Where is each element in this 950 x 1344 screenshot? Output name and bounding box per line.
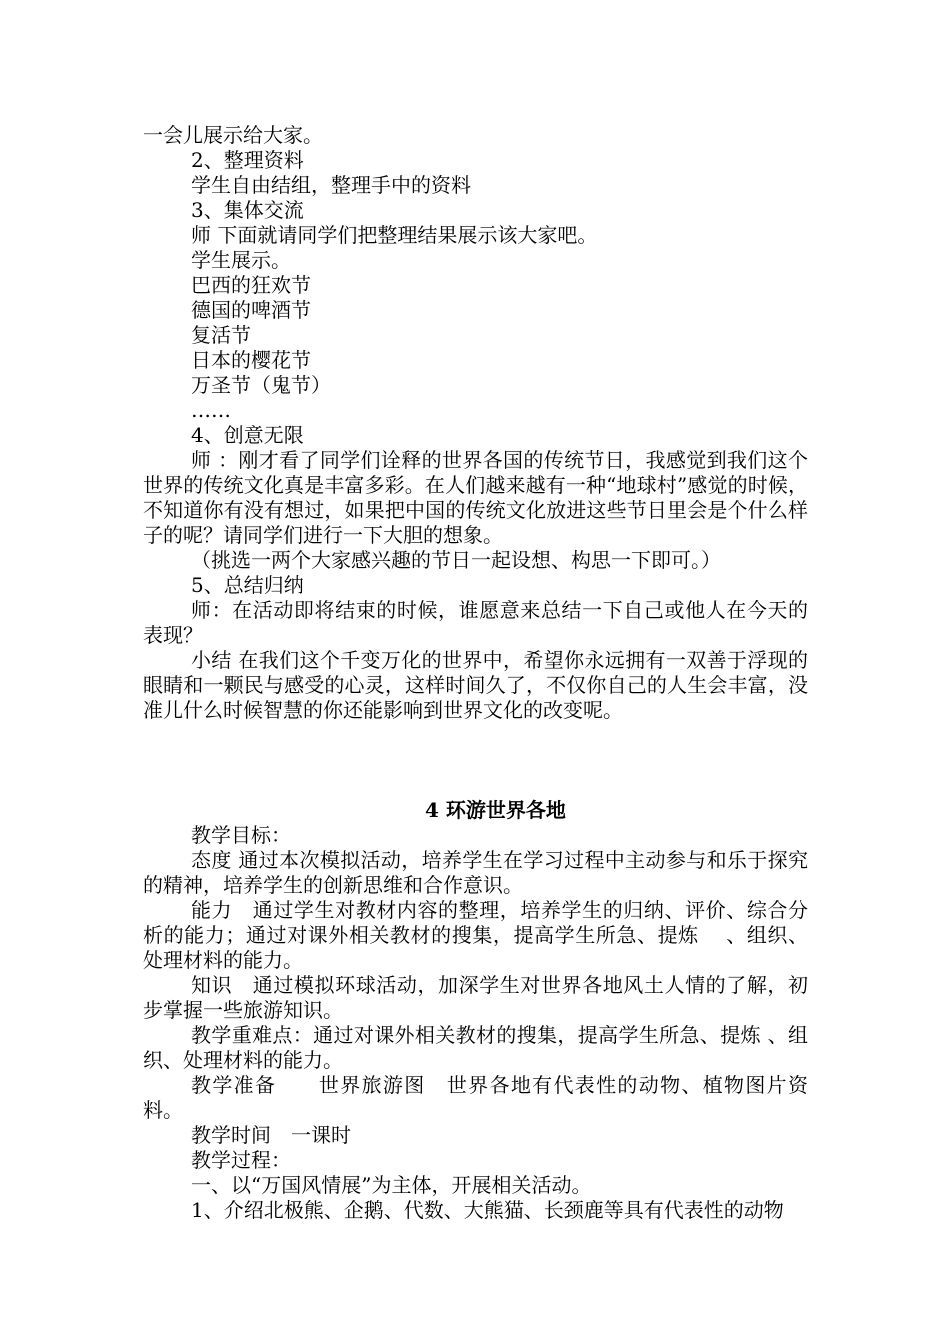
paragraph: 态度 通过本次模拟活动，培养学生在学习过程中主动参与和乐于探究的精神，培养学生的创新思维和合作意识。 [143, 848, 808, 897]
document-body [143, 123, 808, 1223]
paragraph: 知识 通过模拟环球活动，加深学生对世界各地风土人情的了解，初步掌握一些旅游知识。 [143, 973, 808, 1022]
paragraph: 师 ：刚才看了同学们诠释的世界各国的传统节日，我感觉到我们这个世界的传统文化真是丰富多彩。在人们越来越有一种“地球村”感觉的时候，不知道你有没有想过，如果把中国的传统文化放进这些节日里会是个什么样子的呢？请同学们进行一下大胆的想象。 [143, 448, 808, 547]
paragraph: 师 下面就请同学们把整理结果展示该大家吧。 [191, 223, 598, 247]
paragraph: 教学过程： [191, 1148, 291, 1172]
list-item: 复活节 [191, 323, 251, 347]
paragraph: 教学时间 一课时 [191, 1123, 351, 1147]
paragraph: 学生自由结组，整理手中的资料 [191, 173, 471, 197]
section-world-tour [143, 798, 808, 1223]
paragraph: 小结 在我们这个千变万化的世界中，希望你永远拥有一双善于浮现的眼睛和一颗民与感受的心灵，这样时间久了，不仅你自己的人生会丰富，没准儿什么时候智慧的你还能影响到世界文化的改变呢。 [143, 648, 808, 722]
paragraph: 能力 通过学生对教材内容的整理，培养学生的归纳、评价、综合分析的能力；通过对课外相关教材的搜集，提高学生所急、提炼 、组织、处理材料的能力。 [143, 898, 808, 972]
section-gap [143, 723, 808, 798]
paragraph: 4、创意无限 [191, 423, 304, 447]
list-item: 日本的樱花节 [191, 348, 311, 372]
paragraph: 学生展示。 [191, 248, 291, 272]
list-item: 万圣节（鬼节） [191, 373, 331, 397]
paragraph: 一、以“万国风情展”为主体，开展相关活动。 [191, 1173, 592, 1197]
paragraph: （挑选一两个大家感兴趣的节日一起设想、构思一下即可。） [191, 548, 721, 572]
paragraph: 一会儿展示给大家。 [143, 123, 323, 147]
paragraph: 1、介绍北极熊、企鹅、代数、大熊猫、长颈鹿等具有代表性的动物 [191, 1198, 784, 1222]
paragraph: 师：在活动即将结束的时候，谁愿意来总结一下自己或他人在今天的表现？ [143, 598, 808, 647]
list-item: 巴西的狂欢节 [191, 273, 311, 297]
paragraph: 5、总结归纳 [191, 573, 304, 597]
paragraph: 2、整理资料 [191, 148, 304, 172]
paragraph: 3、集体交流 [191, 198, 304, 222]
paragraph: 教学目标： [191, 823, 291, 847]
paragraph: 教学准备 世界旅游图 世界各地有代表性的动物、植物图片资料。 [143, 1073, 808, 1122]
section-title: 4 环游世界各地 [425, 798, 566, 822]
list-item: 德国的啤酒节 [191, 298, 311, 322]
section-festivals [143, 123, 808, 723]
paragraph: 教学重难点：通过对课外相关教材的搜集，提高学生所急、提炼 、组织、处理材料的能力。 [143, 1023, 808, 1072]
list-item: …… [191, 398, 231, 422]
